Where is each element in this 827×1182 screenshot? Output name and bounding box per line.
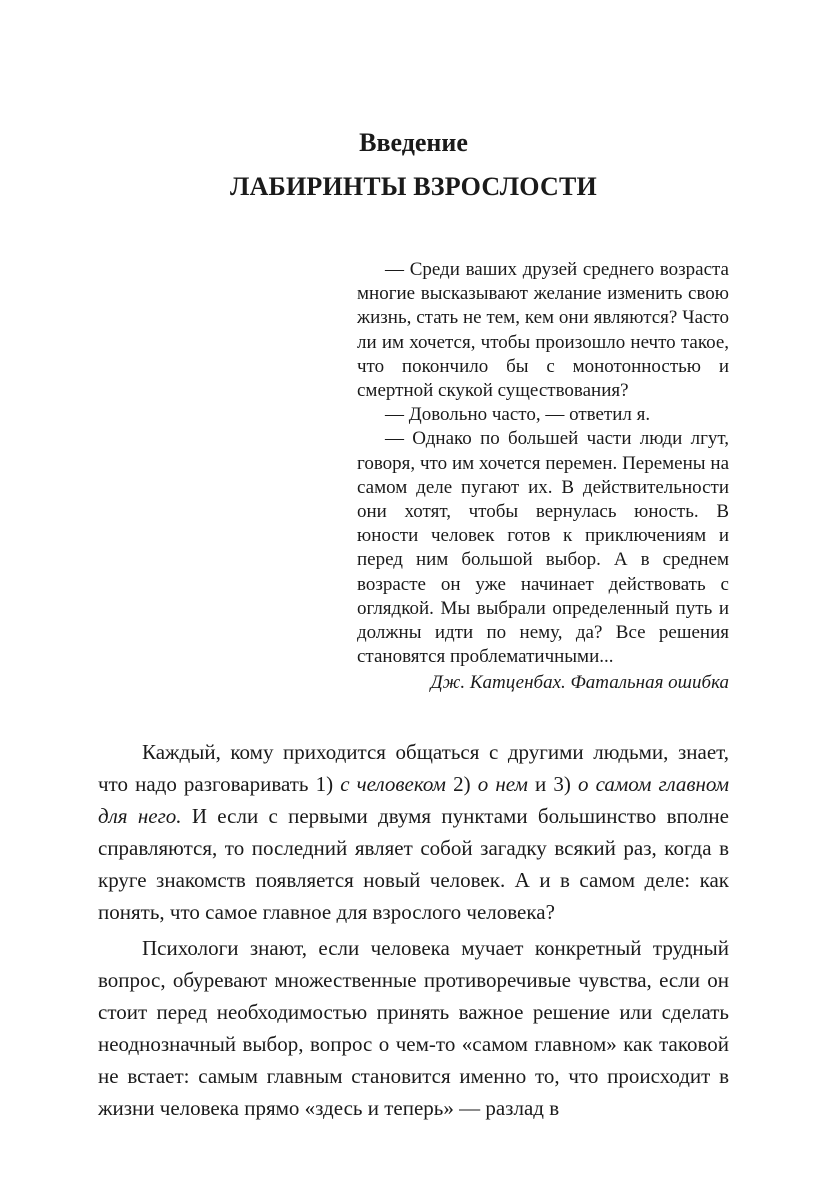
text-run: 2): [445, 772, 478, 796]
chapter-title: ЛАБИРИНТЫ ВЗРОСЛОСТИ: [230, 172, 597, 201]
text-run: Каждый, кому приходится общаться с другими людьми, знает, что надо разговаривать 1): [98, 740, 729, 796]
emphasis: с человеком: [340, 772, 446, 796]
emphasis: о самом главном для него.: [98, 772, 729, 828]
chapter-label: Введение: [359, 128, 468, 157]
epigraph: [357, 258, 729, 696]
text-run: И если с первыми двумя пунктами большинство вполне справляются, то последний являет собой загадку всякий раз, когда в круге знакомств появляется новый человек. А и в самом деле: как понять, что самое главное для взрослого человека?: [98, 804, 729, 924]
epigraph-paragraph: — Довольно часто, — ответил я.: [385, 404, 651, 426]
epigraph-attribution: Дж. Катценбах. Фатальная ошибка: [430, 672, 729, 694]
text-run: и 3): [527, 772, 579, 796]
epigraph-paragraph: — Среди ваших друзей среднего возраста многие высказывают желание изменить свою жизнь, стать не тем, кем они являются? Часто ли им хочется, чтобы произошло нечто такое, что покончило бы с монотонностью и смертной скукой существования?: [357, 259, 729, 402]
body-paragraph-1: [98, 736, 729, 928]
body-text: [98, 736, 729, 1128]
emphasis: о нем: [477, 772, 528, 796]
epigraph-paragraph: — Однако по большей части люди лгут, говоря, что им хочется перемен. Перемены на самом деле пугают их. В действительности они хотят, чтобы вернулась юность. В юности человек готов к приключениям и перед ним большой выбор. А в среднем возрасте он уже начинает действовать с оглядкой. Мы выбрали определенный путь и должны идти по нему, да? Все решения становятся проблематичными...: [357, 428, 729, 668]
body-paragraph-2: Психологи знают, если человека мучает конкретный трудный вопрос, обуревают множественные противоречивые чувства, если он стоит перед необходимостью принять важное решение или сделать неоднозначный выбор, вопрос о чем-то «самом главном» как таковой не встает: самым главным становится именно то, что происходит в жизни человека прямо «здесь и теперь» — разлад в: [98, 936, 729, 1120]
